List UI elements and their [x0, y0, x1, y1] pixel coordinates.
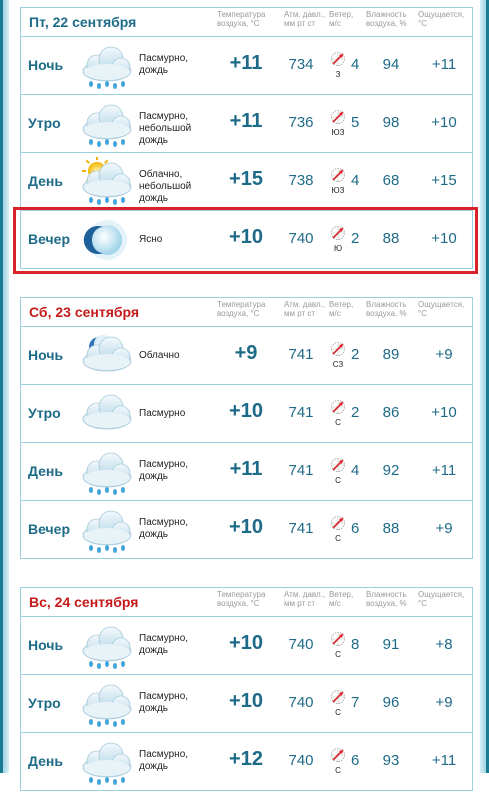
- cloud-rain-icon: [79, 737, 135, 787]
- pressure-value: 741: [288, 404, 314, 421]
- condition-line: дождь: [139, 471, 169, 482]
- humidity-value: 88: [382, 230, 400, 247]
- feels-like-value: +10: [431, 404, 457, 421]
- humidity-value: 91: [382, 636, 400, 653]
- wind-direction-icon: [330, 341, 346, 357]
- humidity-value: 86: [382, 404, 400, 421]
- header-pressure: Атм. давл., мм рт ст: [284, 300, 326, 318]
- condition-text: [139, 53, 219, 77]
- wind-direction-icon: [330, 167, 346, 183]
- condition-line: дождь: [139, 645, 169, 656]
- forecast-row: [21, 675, 472, 733]
- condition-line: Пасмурно,: [139, 459, 189, 470]
- day-block: [20, 297, 473, 559]
- forecast-row: [21, 733, 472, 790]
- wind-direction-label: С: [335, 418, 341, 427]
- condition-text: [139, 408, 219, 420]
- day-header: [21, 298, 472, 327]
- wind-direction-icon: [330, 399, 346, 415]
- condition-text: [139, 111, 219, 147]
- pressure-value: 734: [288, 56, 314, 73]
- period-name: День: [28, 463, 63, 479]
- humidity-value: 93: [382, 752, 400, 769]
- cloud-rain-icon: [79, 99, 135, 149]
- cloud-rain-icon: [79, 505, 135, 555]
- condition-text: [139, 691, 219, 715]
- sun-cloud-rain-icon: [79, 157, 135, 207]
- wind-speed-value: 8: [351, 636, 360, 653]
- wind-direction-label: С: [335, 534, 341, 543]
- header-feels: Ощущается, °C: [418, 10, 465, 28]
- day-title: Вс, 24 сентября: [29, 594, 139, 610]
- condition-line: дождь: [139, 761, 169, 772]
- feels-like-value: +10: [431, 114, 457, 131]
- cloud-rain-icon: [79, 621, 135, 671]
- header-wind: Ветер, м/с: [329, 10, 354, 28]
- wind-direction-icon: [330, 515, 346, 531]
- header-feels: Ощущается, °C: [418, 300, 465, 318]
- feels-like-value: +10: [431, 230, 457, 247]
- period-name: Утро: [28, 405, 61, 421]
- condition-text: [139, 459, 219, 483]
- highlight-frame: [13, 207, 478, 274]
- feels-like-value: +15: [431, 172, 457, 189]
- forecast-row: [21, 153, 472, 211]
- forecast-row: [21, 95, 472, 153]
- wind-speed-value: 4: [351, 56, 360, 73]
- wind-direction-label: С: [335, 708, 341, 717]
- wind-direction-label: С: [335, 766, 341, 775]
- moon-cloud-icon: [79, 331, 135, 381]
- pressure-value: 740: [288, 752, 314, 769]
- condition-line: Пасмурно,: [139, 53, 189, 64]
- temperature-value: +10: [229, 400, 263, 422]
- wind-direction-label: Ю: [333, 244, 343, 253]
- temperature-value: +10: [229, 516, 263, 538]
- cloud-rain-icon: [79, 447, 135, 497]
- period-name: Ночь: [28, 637, 64, 653]
- header-humidity: Влажность воздуха, %: [366, 300, 407, 318]
- pressure-value: 740: [288, 230, 314, 247]
- wind-direction-label: С: [335, 650, 341, 659]
- condition-text: [139, 350, 219, 362]
- humidity-value: 96: [382, 694, 400, 711]
- humidity-value: 89: [382, 346, 400, 363]
- feels-like-value: +8: [435, 636, 453, 653]
- day-title: Пт, 22 сентября: [29, 14, 137, 30]
- temperature-value: +10: [229, 632, 263, 654]
- header-humidity: Влажность воздуха, %: [366, 590, 407, 608]
- wind-direction-icon: [330, 51, 346, 67]
- header-temp: Температура воздуха, °C: [217, 10, 266, 28]
- wind-speed-value: 5: [351, 114, 360, 131]
- period-name: День: [28, 173, 63, 189]
- humidity-value: 88: [382, 520, 400, 537]
- pressure-value: 740: [288, 636, 314, 653]
- temperature-value: +10: [229, 690, 263, 712]
- period-name: Утро: [28, 695, 61, 711]
- forecast-row: [21, 385, 472, 443]
- humidity-value: 68: [382, 172, 400, 189]
- feels-like-value: +11: [431, 752, 457, 769]
- wind-direction-icon: [330, 689, 346, 705]
- temperature-value: +11: [229, 52, 263, 74]
- temperature-value: +11: [229, 458, 263, 480]
- condition-line: Облачно: [139, 350, 180, 361]
- period-name: Ночь: [28, 57, 64, 73]
- forecast-row: [21, 501, 472, 558]
- forecast-row: [21, 617, 472, 675]
- temperature-value: +11: [229, 110, 263, 132]
- condition-line: Пасмурно,: [139, 691, 189, 702]
- pressure-value: 738: [288, 172, 314, 189]
- pressure-value: 740: [288, 694, 314, 711]
- condition-line: небольшой: [139, 181, 192, 192]
- condition-text: [139, 633, 219, 657]
- cloud-icon: [79, 389, 135, 439]
- header-pressure: Атм. давл., мм рт ст: [284, 10, 326, 28]
- condition-line: дождь: [139, 65, 169, 76]
- period-name: Ночь: [28, 347, 64, 363]
- condition-line: Облачно,: [139, 169, 183, 180]
- wind-speed-value: 2: [351, 230, 360, 247]
- feels-like-value: +11: [431, 56, 457, 73]
- wind-direction-label: З: [335, 70, 341, 79]
- feels-like-value: +9: [435, 520, 453, 537]
- forecast-row: [21, 327, 472, 385]
- day-block: [20, 587, 473, 791]
- condition-line: дождь: [139, 193, 169, 204]
- temperature-value: +15: [229, 168, 263, 190]
- condition-line: Пасмурно,: [139, 111, 189, 122]
- cloud-rain-icon: [79, 679, 135, 729]
- condition-text: [139, 517, 219, 541]
- wind-direction-icon: [330, 631, 346, 647]
- wind-direction-label: ЮЗ: [331, 128, 345, 137]
- condition-line: Пасмурно,: [139, 749, 189, 760]
- period-name: Утро: [28, 115, 61, 131]
- condition-line: Пасмурно,: [139, 633, 189, 644]
- temperature-value: +9: [234, 342, 258, 364]
- day-header: [21, 8, 472, 37]
- feels-like-value: +9: [435, 346, 453, 363]
- condition-line: дождь: [139, 529, 169, 540]
- day-header: [21, 588, 472, 617]
- condition-line: дождь: [139, 135, 169, 146]
- forecast-row: [21, 443, 472, 501]
- forecast-row: [21, 37, 472, 95]
- pressure-value: 741: [288, 346, 314, 363]
- day-title: Сб, 23 сентября: [29, 304, 140, 320]
- wind-speed-value: 2: [351, 404, 360, 421]
- wind-direction-icon: [330, 747, 346, 763]
- condition-line: Пасмурно,: [139, 517, 189, 528]
- header-wind: Ветер, м/с: [329, 300, 354, 318]
- condition-line: Пасмурно: [139, 408, 186, 419]
- wind-direction-label: СЗ: [332, 360, 344, 369]
- wind-speed-value: 7: [351, 694, 360, 711]
- temperature-value: +10: [229, 226, 263, 248]
- period-name: День: [28, 753, 63, 769]
- humidity-value: 92: [382, 462, 400, 479]
- condition-line: Ясно: [139, 234, 163, 245]
- pressure-value: 741: [288, 462, 314, 479]
- header-pressure: Атм. давл., мм рт ст: [284, 590, 326, 608]
- feels-like-value: +9: [435, 694, 453, 711]
- wind-speed-value: 4: [351, 172, 360, 189]
- header-temp: Температура воздуха, °C: [217, 590, 266, 608]
- wind-direction-icon: [330, 109, 346, 125]
- wind-direction-label: С: [335, 476, 341, 485]
- pressure-value: 736: [288, 114, 314, 131]
- condition-line: дождь: [139, 703, 169, 714]
- header-humidity: Влажность воздуха, %: [366, 10, 407, 28]
- pressure-value: 741: [288, 520, 314, 537]
- period-name: Вечер: [28, 231, 71, 247]
- header-temp: Температура воздуха, °C: [217, 300, 266, 318]
- temperature-value: +12: [229, 748, 263, 770]
- wind-speed-value: 4: [351, 462, 360, 479]
- wind-speed-value: 6: [351, 752, 360, 769]
- wind-speed-value: 2: [351, 346, 360, 363]
- feels-like-value: +11: [431, 462, 457, 479]
- humidity-value: 94: [382, 56, 400, 73]
- cloud-rain-icon: [79, 41, 135, 91]
- wind-direction-label: ЮЗ: [331, 186, 345, 195]
- left-edge-decoration: [0, 0, 9, 773]
- header-feels: Ощущается, °C: [418, 590, 465, 608]
- period-name: Вечер: [28, 521, 71, 537]
- wind-direction-icon: [330, 457, 346, 473]
- condition-text: [139, 169, 219, 205]
- condition-text: [139, 749, 219, 773]
- right-edge-decoration: [480, 0, 489, 773]
- condition-line: небольшой: [139, 123, 192, 134]
- humidity-value: 98: [382, 114, 400, 131]
- wind-speed-value: 6: [351, 520, 360, 537]
- header-wind: Ветер, м/с: [329, 590, 354, 608]
